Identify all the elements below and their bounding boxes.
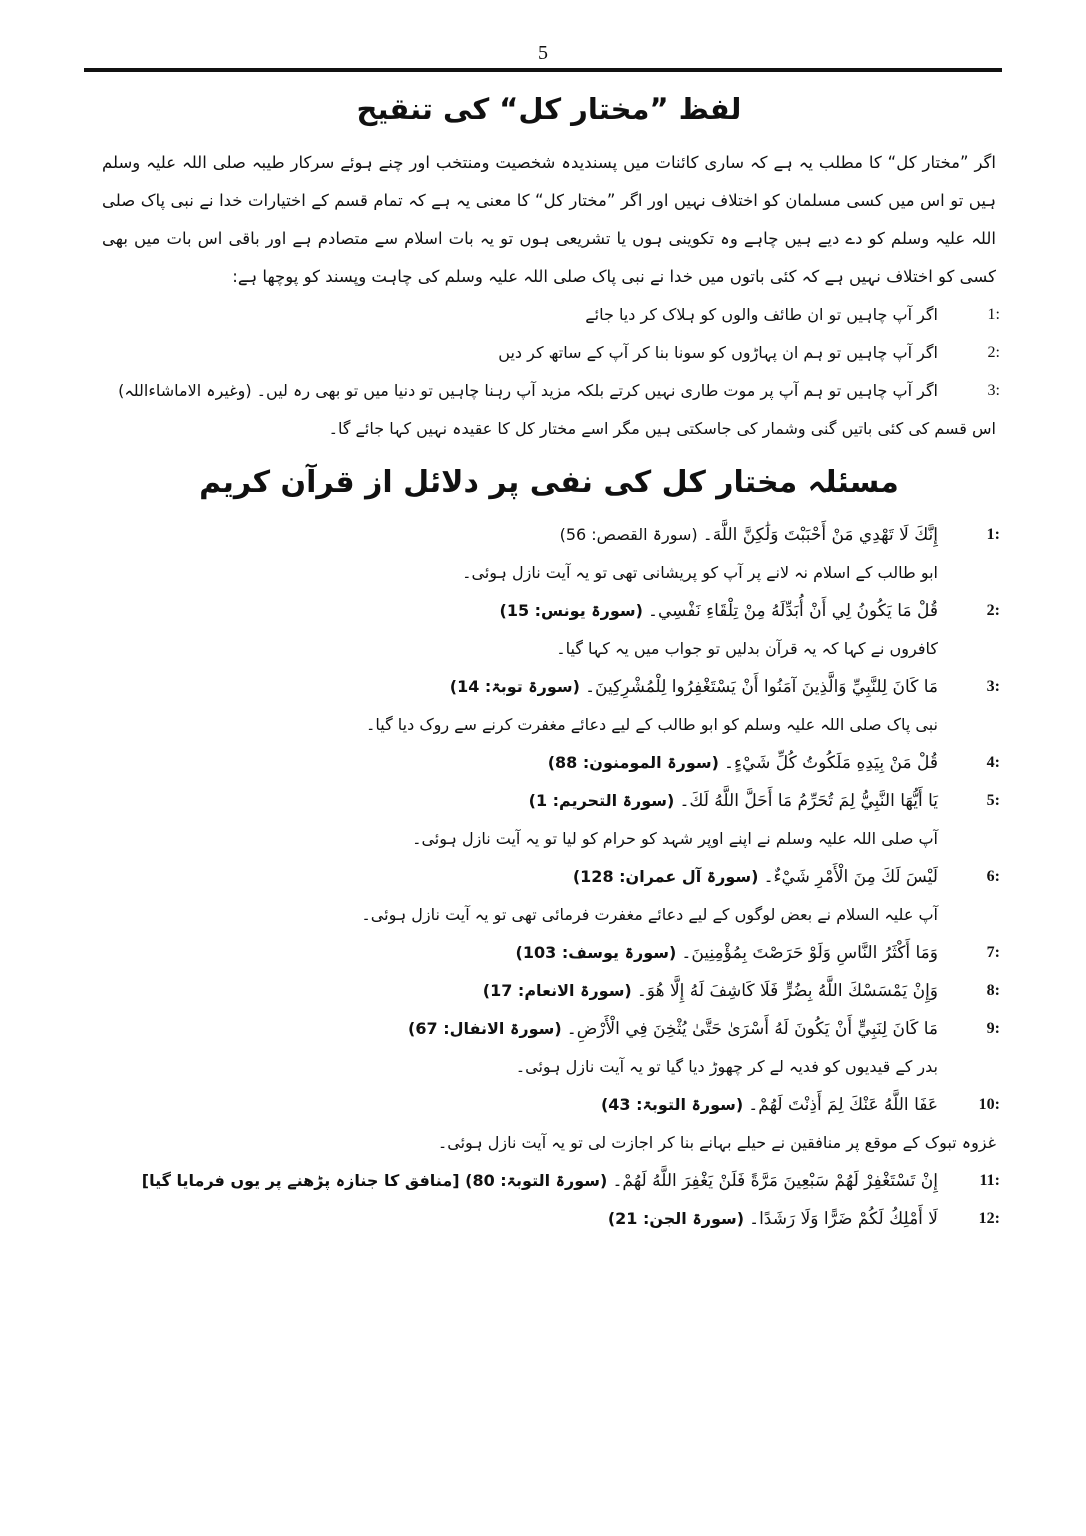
evidence-item — [96, 1010, 1002, 1048]
verse-reference: (سورۃ آل عمران: 128) — [572, 867, 759, 886]
evidence-item — [96, 1086, 1002, 1124]
verse-reference: (سورۃ التحریم: 1) — [528, 791, 675, 810]
item-number: 11: — [979, 1172, 1000, 1189]
verse-reference: (سورۃ الانعام: 17) — [482, 981, 632, 1000]
quran-verse: لَا أَمْلِكُ لَكُمْ ضَرًّا وَلَا رَشَدًا۔ — [749, 1209, 938, 1229]
item-number: 5: — [986, 792, 1000, 809]
item-number: 3: — [986, 678, 1000, 695]
item-number: 1: — [986, 526, 1000, 543]
verse-reference: (سورۃ یونس: 15) — [499, 601, 643, 620]
evidence-item — [96, 934, 1002, 972]
example-item — [96, 296, 1002, 334]
quran-verse: لَيْسَ لَكَ مِنَ الْأَمْرِ شَيْءٌ۔ — [763, 867, 938, 887]
quran-verse: وَمَا أَكْثَرُ النَّاسِ وَلَوْ حَرَصْتَ بِمُؤْمِنِينَ۔ — [681, 943, 938, 963]
page-body — [96, 80, 1002, 1238]
subsection-heading: مسئلہ مختار کل کی نفی پر دلائل از قرآن کریم — [199, 465, 899, 500]
quran-verse: يَا أَيُّهَا النَّبِيُّ لِمَ تُحَرِّمُ مَا أَحَلَّ اللَّهُ لَكَ۔ — [679, 791, 938, 811]
verse-reference: (سورۃ توبۃ: 14) — [449, 677, 580, 696]
item-number: 7: — [986, 944, 1000, 961]
page-number: 5 — [538, 42, 548, 64]
evidence-item — [96, 1162, 1002, 1200]
context-note: نبی پاک صلی اللہ علیہ وسلم کو ابو طالب کے لیے دعائے مغفرت کرنے سے روک دیا گیا۔ — [366, 715, 938, 734]
item-number: 6: — [986, 868, 1000, 885]
quran-verse: عَفَا اللَّهُ عَنْكَ لِمَ أَذِنْتَ لَهُمْ۔ — [748, 1095, 938, 1115]
item-number: 3: — [987, 382, 1000, 399]
item-text: اگر آپ چاہیں تو ان طائف والوں کو ہلاک کر دیا جائے — [585, 305, 938, 324]
quran-verse: قُلْ مَنْ بِيَدِهِ مَلَكُوتُ كُلِّ شَيْءٍ۔ — [723, 753, 938, 773]
verse-reference: (سورۃ التوبۃ: 80) [منافق کا جنازہ پڑھنے پر یوں فرمایا گیا] — [141, 1171, 608, 1190]
item-number: 2: — [986, 602, 1000, 619]
item-number: 10: — [978, 1096, 1000, 1113]
section-heading: لفظ ”مختار کل“ کی تنقیح — [356, 92, 742, 126]
item-number: 1: — [987, 306, 1000, 323]
context-note: غزوہ تبوک کے موقع پر منافقین نے حیلے بہانے بنا کر اجازت لی تو یہ آیت نازل ہوئی۔ — [437, 1133, 996, 1152]
item-number: 9: — [986, 1020, 1000, 1037]
quran-verse: قُلْ مَا يَكُونُ لِي أَنْ أُبَدِّلَهُ مِنْ تِلْقَاءِ نَفْسِي۔ — [648, 601, 938, 621]
item-text: اگر آپ چاہیں تو ہم آپ پر موت طاری نہیں کرتے بلکہ مزید آپ رہنا چاہیں تو دنیا میں تو بھی رہ لیں۔ (وغیرہ الاماشاءاللہ) — [118, 381, 938, 400]
item-number: 4: — [986, 754, 1000, 771]
verse-reference: (سورۃ الجن: 21) — [607, 1209, 745, 1228]
evidence-item — [96, 744, 1002, 782]
example-item — [96, 372, 1002, 410]
context-note: کافروں نے کہا کہ یہ قرآن بدلیں تو جواب میں یہ کہا گیا۔ — [556, 639, 938, 658]
example-item — [96, 334, 1002, 372]
evidence-item — [96, 972, 1002, 1010]
context-note: بدر کے قیدیوں کو فدیہ لے کر چھوڑ دیا گیا تو یہ آیت نازل ہوئی۔ — [515, 1057, 938, 1076]
verse-reference: (سورۃ الانفال: 67) — [408, 1019, 562, 1038]
context-note: آپ علیہ السلام نے بعض لوگوں کے لیے دعائے مغفرت فرمائی تھی تو یہ آیت نازل ہوئی۔ — [361, 905, 938, 924]
item-text: اگر آپ چاہیں تو ہم ان پہاڑوں کو سونا بنا کر آپ کے ساتھ کر دیں — [498, 343, 938, 362]
evidence-item — [96, 668, 1002, 706]
item-number: 8: — [986, 982, 1000, 999]
item-number: 12: — [978, 1210, 1000, 1227]
verse-reference: (سورۃ المومنون: 88) — [547, 753, 719, 772]
verse-reference: (سورۃ یوسف: 103) — [515, 943, 677, 962]
quran-verse: مَا كَانَ لِلنَّبِيِّ وَالَّذِينَ آمَنُوا أَنْ يَسْتَغْفِرُوا لِلْمُشْرِكِينَ۔ — [585, 677, 938, 697]
context-note: آپ صلی اللہ علیہ وسلم نے اپنے اوپر شہد کو حرام کو لیا تو یہ آیت نازل ہوئی۔ — [412, 829, 938, 848]
evidence-item — [96, 782, 1002, 820]
quran-verse: مَا كَانَ لِنَبِيٍّ أَنْ يَكُونَ لَهُ أَسْرَىٰ حَتَّىٰ يُثْخِنَ فِي الْأَرْضِ۔ — [566, 1019, 938, 1039]
item-number: 2: — [987, 344, 1000, 361]
context-note: ابو طالب کے اسلام نہ لانے پر آپ کو پریشانی تھی تو یہ آیت نازل ہوئی۔ — [462, 563, 938, 582]
closing-note: اس قسم کی کئی باتیں گنی وشمار کی جاسکتی ہیں مگر اسے مختار کل کا عقیدہ نہیں کہا جائے گا۔ — [328, 419, 996, 438]
quran-verse: وَإِنْ يَمْسَسْكَ اللَّهُ بِضُرٍّ فَلَا كَاشِفَ لَهُ إِلَّا هُوَ۔ — [636, 981, 938, 1001]
intro-paragraph: اگر ”مختار کل“ کا مطلب یہ ہے کہ ساری کائنات میں پسندیدہ شخصیت ومنتخب اور چنے ہوئے سرکار طیبہ صلی اللہ علیہ وسلم ہیں تو اس میں کسی مسلمان کو اختلاف نہیں اور اگر ”مختار کل“ کا معنی یہ ہے کہ تمام قسم کے اختیارات خدا نے نبی پاک صلی اللہ علیہ وسلم کو دے دیے ہیں چاہے وہ تکوینی ہوں یا تشریعی ہوں تو یہ بات اسلام سے متصادم ہے اور باقی اس بات میں بھی کسی کو اختلاف نہیں ہے کہ کئی باتوں میں خدا نے نبی پاک صلی اللہ علیہ وسلم کی چاہت وپسند کو پوچھا ہے: — [102, 153, 996, 286]
evidence-item — [96, 858, 1002, 896]
evidence-item — [96, 592, 1002, 630]
verse-reference: (سورۃ القصص: 56) — [559, 525, 698, 544]
evidence-item — [96, 1200, 1002, 1238]
quran-verse: إِنْ تَسْتَغْفِرْ لَهُمْ سَبْعِينَ مَرَّةً فَلَنْ يَغْفِرَ اللَّهُ لَهُمْ۔ — [612, 1171, 938, 1191]
quran-verse: إِنَّكَ لَا تَهْدِي مَنْ أَحْبَبْتَ وَلَٰكِنَّ اللَّهَ۔ — [702, 525, 938, 545]
verse-reference: (سورۃ التوبۃ: 43) — [600, 1095, 744, 1114]
evidence-item — [96, 516, 1002, 554]
header-rule — [84, 68, 1002, 72]
